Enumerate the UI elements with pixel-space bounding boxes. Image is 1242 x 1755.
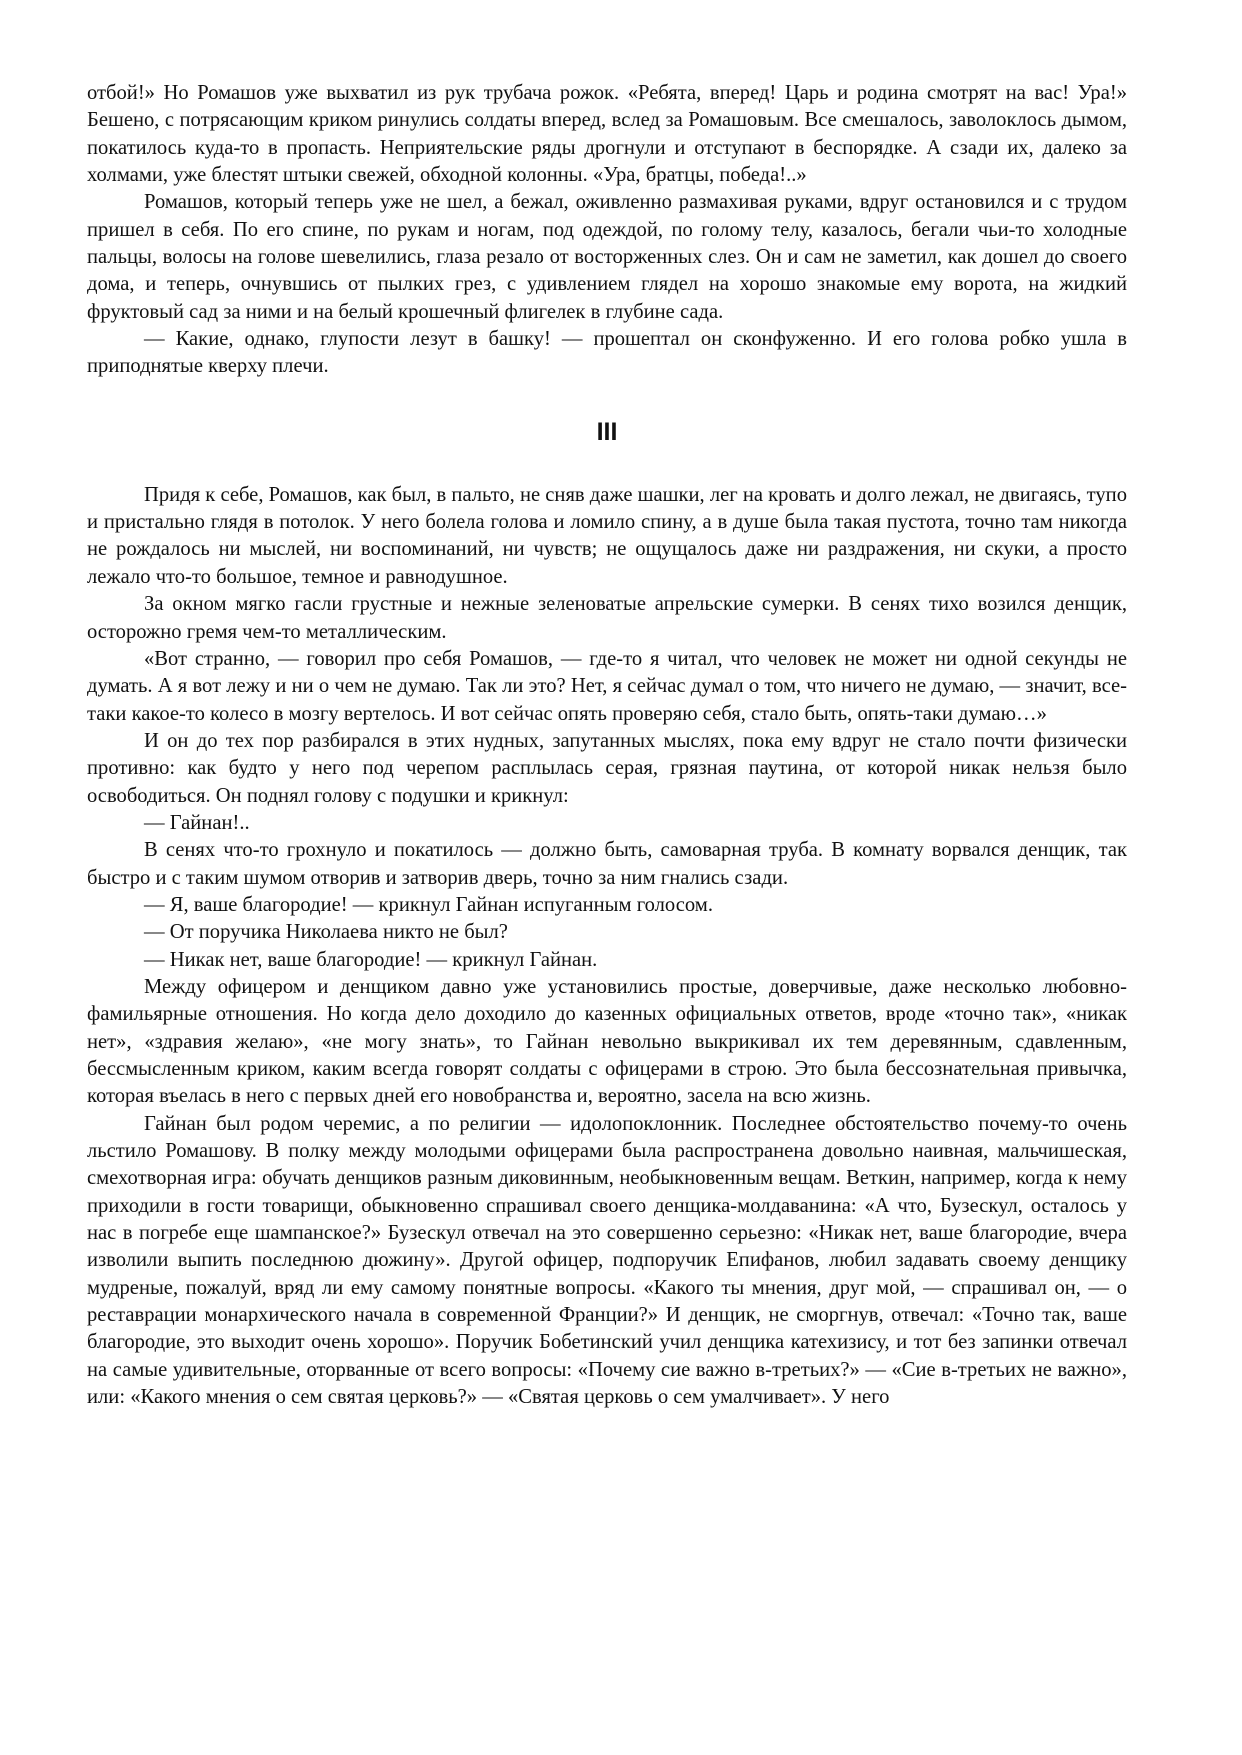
paragraph: «Вот странно, — говорил про себя Ромашов, — где-то я читал, что человек не может ни одной секунды не думать. А я вот лежу и ни о чем не думаю. Так ли это? Нет, я сейчас думал о том, что ничего не думаю, — значит, все-таки какое-то колесо в мозгу вертелось. И вот сейчас опять проверяю себя, стало быть, опять-таки думаю…»	[87, 647, 1127, 725]
paragraph: отбой!» Но Ромашов уже выхватил из рук трубача рожок. «Ребята, вперед! Царь и родина смотрят на вас! Ура!» Бешено, с потрясающим криком ринулись солдаты вперед, вслед за Ромашовым. Все смешалось, заволоклось дымом, покатилось куда-то в пропасть. Неприятельские ряды дрогнули и отступают в беспорядке. А сзади их, далеко за холмами, уже блестят штыки свежей, обходной колонны. «Ура, братцы, победа!..»	[87, 82, 1127, 187]
paragraph: Между офицером и денщиком давно уже установились простые, доверчивые, даже несколько любовно-фамильярные отношения. Но когда дело доходило до казенных официальных ответов, вроде «точно так», «никак нет», «здравия желаю», «не могу знать», то Гайнан невольно выкрикивал их тем деревянным, сдавленным, бессмысленным криком, каким всегда говорят солдаты с офицерами в строю. Это была бессознательная привычка, которая въелась в него с первых дней его новобранства и, вероятно, засела на всю жизнь.	[87, 975, 1127, 1108]
paragraph: — От поручика Николаева никто не был?	[144, 921, 508, 944]
paragraph: — Я, ваше благородие! — крикнул Гайнан испуганным голосом.	[144, 893, 713, 916]
paragraph: Придя к себе, Ромашов, как был, в пальто, не сняв даже шашки, лег на кровать и долго лежал, не двигаясь, тупо и пристально глядя в потолок. У него болела голова и ломило спину, а в душе была такая пустота, точно там никогда не рождалось ни мыслей, ни воспоминаний, ни чувств; не ощущалось даже ни раздражения, ни скуки, а просто лежало что-то большое, темное и равнодушное.	[87, 483, 1127, 588]
paragraph: — Гайнан!..	[144, 811, 250, 834]
paragraph: Гайнан был родом черемис, а по религии — идолопоклонник. Последнее обстоятельство почему-то очень льстило Ромашову. В полку между молодыми офицерами была распространена довольно наивная, мальчишеская, смехотворная игра: обучать денщиков разным диковинным, необыкновенным вещам. Веткин, например, когда к нему приходили в гости товарищи, обыкновенно спрашивал своего денщика-молдаванина: «А что, Бузескул, осталось у нас в погребе еще шампанское?» Бузескул отвечал на это совершенно серьезно: «Никак нет, ваше благородие, вчера изволили выпить последнюю дюжину». Другой офицер, подпоручик Епифанов, любил задавать своему денщику мудреные, пожалуй, вряд ли ему самому понятные вопросы. «Какого ты мнения, друг мой, — спрашивал он, — о реставрации монархического начала в современной Франции?» И денщик, не сморгнув, отвечал: «Точно так, ваше благородие, это выходит очень хорошо». Поручик Бобетинский учил денщика катехизису, и тот без запинки отвечал на самые удивительные, оторванные от всего вопросы: «Почему сие важно в-третьих?» — «Сие в-третьих не важно», или: «Какого мнения о сем святая церковь?» — «Святая церковь о сем умалчивает». У него	[87, 1112, 1127, 1409]
paragraph: В сенях что-то грохнуло и покатилось — должно быть, самоварная труба. В комнату ворвался денщик, так быстро и с таким шумом отворив и затворив дверь, точно за ним гнались сзади.	[87, 839, 1127, 889]
paragraph: — Какие, однако, глупости лезут в башку! — прошептал он сконфуженно. И его голова робко ушла в приподнятые кверху плечи.	[87, 328, 1127, 378]
chapter-heading: III	[596, 417, 618, 446]
paragraph: За окном мягко гасли грустные и нежные зеленоватые апрельские сумерки. В сенях тихо возился денщик, осторожно гремя чем-то металлическим.	[87, 593, 1127, 643]
paragraph: Ромашов, который теперь уже не шел, а бежал, оживленно размахивая руками, вдруг остановился и с трудом пришел в себя. По его спине, по рукам и ногам, под одеждой, по голому телу, казалось, бегали чьи-то холодные пальцы, волосы на голове шевелились, глаза резало от восторженных слез. Он и сам не заметил, как дошел до своего дома, и теперь, очнувшись от пылких грез, с удивлением глядел на хорошо знакомые ему ворота, на жидкий фруктовый сад за ними и на белый крошечный флигелек в глубине сада.	[87, 191, 1127, 323]
document-page	[87, 80, 1127, 1411]
paragraph: — Никак нет, ваше благородие! — крикнул Гайнан.	[144, 948, 598, 971]
paragraph: И он до тех пор разбирался в этих нудных, запутанных мыслях, пока ему вдруг не стало почти физически противно: как будто у него под черепом расплылась серая, грязная паутина, от которой никак нельзя было освободиться. Он поднял голову с подушки и крикнул:	[87, 729, 1127, 807]
